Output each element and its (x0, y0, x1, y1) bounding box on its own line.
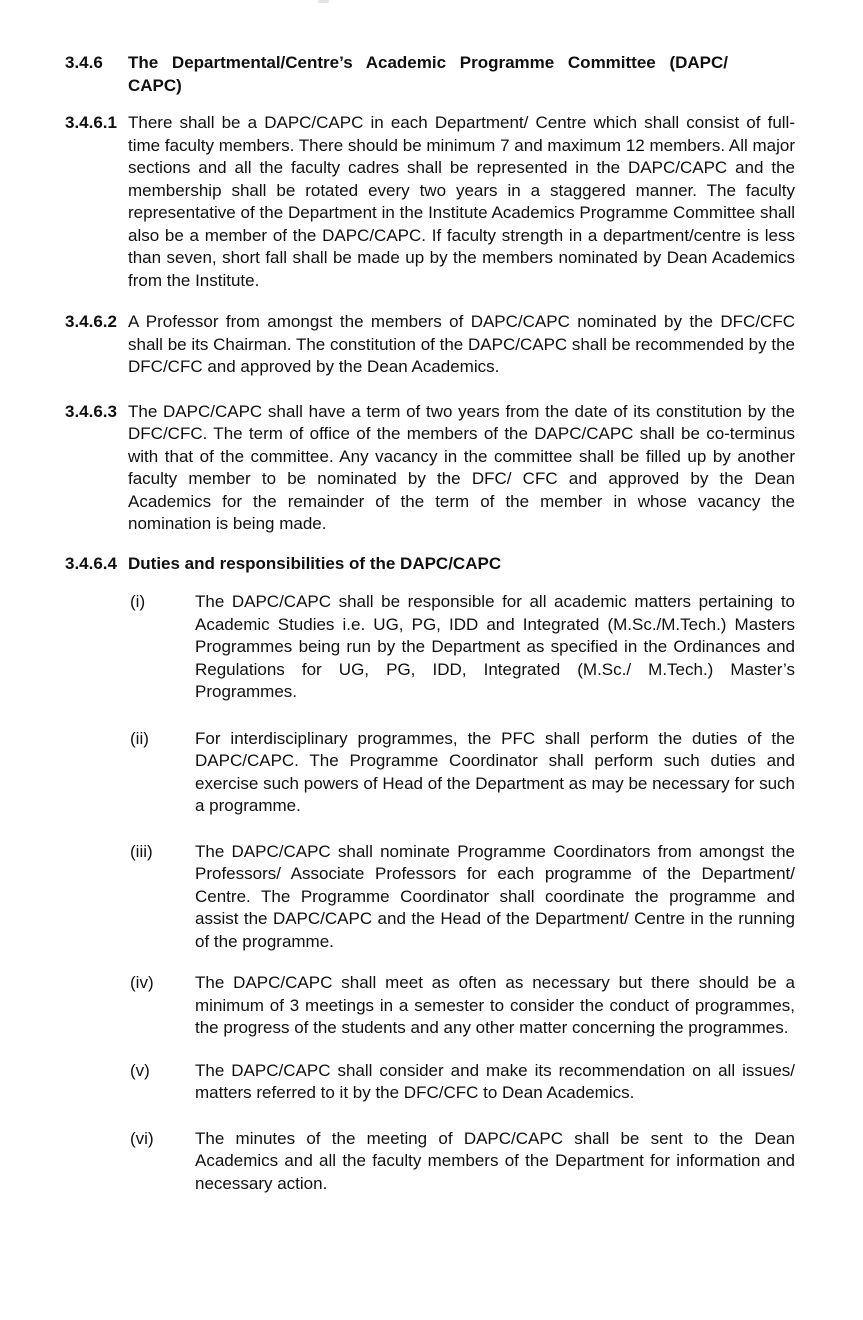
duty-text: For interdisciplinary programmes, the PFC shall perform the duties of the DAPC/CAPC. The Programme Coordinator shall perform such duties and exercise such powers of Head of the Department as may be necessary for such a programme. (195, 728, 795, 815)
duty-text: The DAPC/CAPC shall consider and make its recommendation on all issues/ matters referred to it by the DFC/CFC to Dean Academics. (195, 1060, 795, 1102)
duties-list (65, 591, 796, 1195)
duty-item-iv (130, 972, 796, 1040)
clause-number: 3.4.6.1 (65, 113, 117, 132)
subsection-heading-number: 3.4.6.4 (65, 553, 117, 573)
clause-text: The DAPC/CAPC shall have a term of two years from the date of its constitution by the DFC/CFC. The term of office of the members of the DAPC/CAPC shall be co-terminus with that of the committee. Any vacancy in the committee shall be filled up by another faculty member to be nominated by the DFC/ CFC and approved by the Dean Academics for the remainder of the term of the member in whose vacancy the nomination is being made. (128, 401, 795, 533)
clause-3-4-6-1 (65, 112, 796, 292)
duty-item-ii (130, 728, 796, 818)
duty-item-v (130, 1060, 796, 1105)
clause-number: 3.4.6.2 (65, 312, 117, 331)
clause-3-4-6-2 (65, 311, 796, 379)
subsection-heading-title: Duties and responsibilities of the DAPC/CAPC (128, 553, 502, 573)
duty-marker: (ii) (130, 728, 149, 748)
duty-marker: (v) (130, 1060, 150, 1080)
duty-text: The DAPC/CAPC shall be responsible for all academic matters pertaining to Academic Studies i.e. UG, PG, IDD and Integrated (M.Sc./M.Tech.) Masters Programmes being run by the Department as specified in the Ordinances and Regulations for UG, PG, IDD, Integrated (M.Sc./ M.Tech.) Master’s Programmes. (195, 592, 795, 701)
duty-marker: (vi) (130, 1128, 154, 1148)
document-content (65, 52, 796, 1195)
duty-item-vi (130, 1128, 796, 1196)
duty-marker: (iii) (130, 841, 153, 861)
subsection-heading (65, 553, 796, 576)
clause-number: 3.4.6.3 (65, 401, 117, 421)
section-heading-title: The Departmental/Centre’s Academic Programme Committee (DAPC/ CAPC) (128, 53, 728, 95)
duty-item-i (130, 591, 796, 704)
section-heading-number: 3.4.6 (65, 53, 103, 72)
section-heading (65, 52, 796, 97)
scan-artifact (318, 0, 329, 3)
duty-marker: (iv) (130, 973, 154, 992)
duty-text: The minutes of the meeting of DAPC/CAPC shall be sent to the Dean Academics and all the faculty members of the Department for information and necessary action. (195, 1128, 795, 1193)
duty-text: The DAPC/CAPC shall nominate Programme Coordinators from amongst the Professors/ Associate Professors for each programme of the Department/ Centre. The Programme Coordinator shall coordinate the programme and assist the DAPC/CAPC and the Head of the Department/ Centre in the running of the programme. (195, 841, 795, 951)
clause-text: A Professor from amongst the members of DAPC/CAPC nominated by the DFC/CFC shall be its Chairman. The constitution of the DAPC/CAPC shall be recommended by the DFC/CFC and approved by the Dean Academics. (128, 312, 795, 376)
duty-text: The DAPC/CAPC shall meet as often as necessary but there should be a minimum of 3 meetings in a semester to consider the conduct of programmes, the progress of the students and any other matter concerning the programmes. (195, 973, 795, 1037)
duty-item-iii (130, 841, 796, 954)
clause-3-4-6-3 (65, 401, 796, 536)
duty-marker: (i) (130, 592, 146, 611)
clause-text: There shall be a DAPC/CAPC in each Department/ Centre which shall consist of full-time faculty members. There should be minimum 7 and maximum 12 members. All major sections and all the faculty cadres shall be represented in the DAPC/CAPC and the membership shall be rotated every two years in a staggered manner. The faculty representative of the Department in the Institute Academics Programme Committee shall also be a member of the DAPC/CAPC. If faculty strength in a department/centre is less than seven, short fall shall be made up by the members nominated by Dean Academics from the Institute. (128, 113, 795, 290)
